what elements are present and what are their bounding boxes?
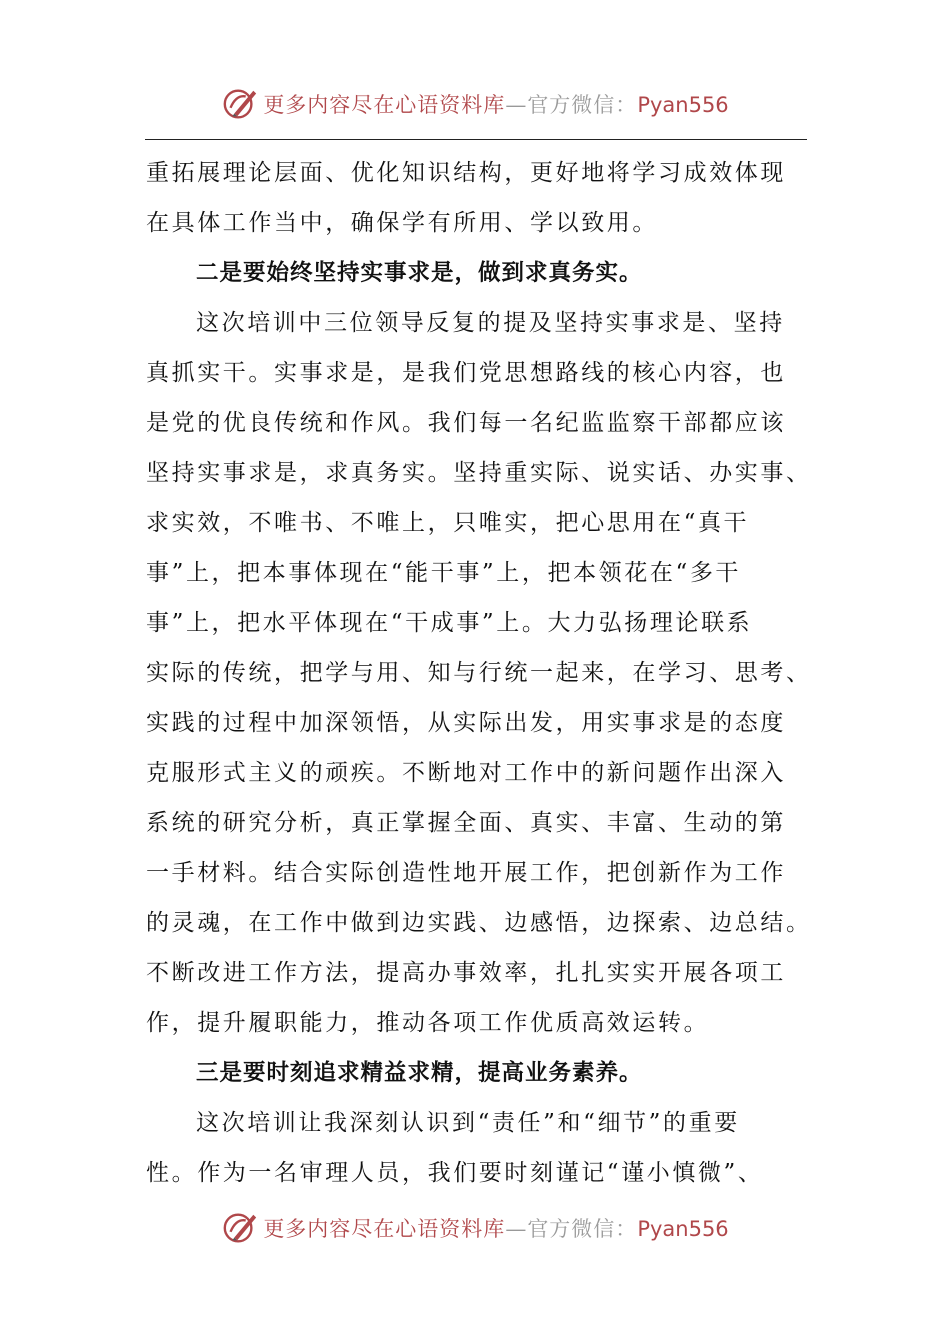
header-rule xyxy=(145,139,807,140)
text-line: 不断改进工作方法，提高办事效率，扎扎实实开展各项工 xyxy=(146,960,786,986)
banner-text xyxy=(263,1213,728,1243)
header-banner xyxy=(0,84,950,124)
text-line: 一手材料。结合实际创造性地开展工作，把创新作为工作 xyxy=(146,860,786,886)
text-line: 实践的过程中加深领悟，从实际出发，用实事求是的态度 xyxy=(146,710,786,736)
banner-slogan: 更多内容尽在心语资料库 xyxy=(263,93,506,117)
text-line: 求实效，不唯书、不唯上，只唯实，把心思用在“真干 xyxy=(146,510,750,536)
pen-logo-icon xyxy=(221,1209,259,1247)
text-line: 作，提升履职能力，推动各项工作优质高效运转。 xyxy=(146,1010,710,1036)
banner-account: Pyan556 xyxy=(637,1217,729,1241)
banner-account: Pyan556 xyxy=(637,93,729,117)
banner-slogan: 更多内容尽在心语资料库 xyxy=(263,1217,506,1241)
text-line: 系统的研究分析，真正掌握全面、真实、丰富、生动的第 xyxy=(146,810,786,836)
banner-wechat-label: 官方微信： xyxy=(527,93,638,117)
banner-separator: — xyxy=(505,1217,528,1241)
text-line: 真抓实干。实事求是，是我们党思想路线的核心内容，也 xyxy=(146,360,786,386)
text-line: 重拓展理论层面、优化知识结构，更好地将学习成效体现 xyxy=(146,160,786,186)
text-line: 的灵魂，在工作中做到边实践、边感悟，边探索、边总结。 xyxy=(146,910,812,936)
text-line: 在具体工作当中，确保学有所用、学以致用。 xyxy=(146,210,658,236)
banner-separator: — xyxy=(505,93,528,117)
text-line: 事”上，把本事体现在“能干事”上，把本领花在“多干 xyxy=(146,560,742,586)
text-line: 坚持实事求是，求真务实。坚持重实际、说实话、办实事、 xyxy=(146,460,812,486)
footer-banner xyxy=(0,1208,950,1248)
text-line: 实际的传统，把学与用、知与行统一起来，在学习、思考、 xyxy=(146,660,812,686)
section-heading: 三是要时刻追求精益求精，提高业务素养。 xyxy=(196,1060,643,1086)
text-line: 是党的优良传统和作风。我们每一名纪监监察干部都应该 xyxy=(146,410,786,436)
document-body xyxy=(146,148,812,1198)
pen-logo-icon xyxy=(221,85,259,123)
banner-text xyxy=(263,89,728,119)
banner-wechat-label: 官方微信： xyxy=(527,1217,638,1241)
text-line: 事”上，把水平体现在“干成事”上。大力弘扬理论联系 xyxy=(146,610,753,636)
text-line: 这次培训让我深刻认识到“责任”和“细节”的重要 xyxy=(196,1110,740,1136)
text-line: 克服形式主义的顽疾。不断地对工作中的新问题作出深入 xyxy=(146,760,786,786)
text-line: 这次培训中三位领导反复的提及坚持实事求是、坚持 xyxy=(196,310,785,336)
section-heading: 二是要始终坚持实事求是，做到求真务实。 xyxy=(196,260,643,286)
text-line: 性。作为一名审理人员，我们要时刻谨记“谨小慎微”、 xyxy=(146,1160,764,1186)
